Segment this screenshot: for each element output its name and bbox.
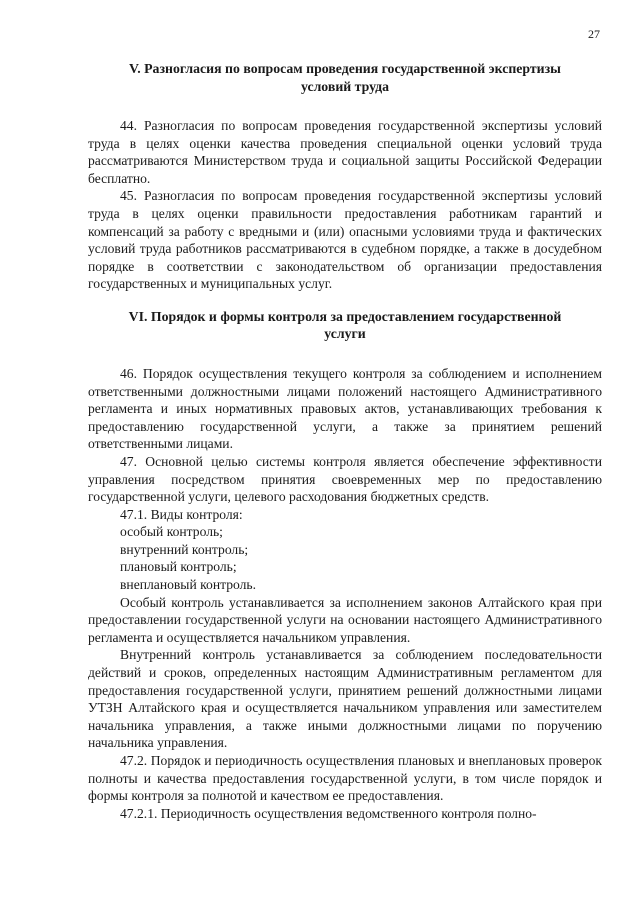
paragraph-45: 45. Разногласия по вопросам проведения государственной экспертизы условий труда в целях оценки правильности предоставления работникам гарантий и компенсаций за работу с вредными и (или) опасными условиями труда и фактических условий труда работников рассматриваются в судебном порядке, а также в досудебном порядке в соответствии с законодательством об организации предоставления государственных и муниципальных услуг. (88, 188, 602, 292)
paragraph-internal-control: Внутренний контроль устанавливается за соблюдением последовательности действий и сроков, определенных настоящим Административным регламентом для предоставления государственной услуги, принятием решений должностными лицами УТЗН Алтайского края и осуществляется начальником управления или заместителем начальника управления, а также иными должностными лицами по поручению начальника управления. (88, 647, 602, 751)
control-type-planned: плановый контроль; (120, 559, 237, 575)
control-type-special: особый контроль; (120, 524, 223, 540)
paragraph-47: 47. Основной целью системы контроля является обеспечение эффективности управления посредством принятия своевременных мер по предоставлению государственной услуги, целевого расходования бюджетных средств. (88, 453, 602, 505)
paragraph-46: 46. Порядок осуществления текущего контроля за соблюдением и исполнением ответственными должностными лицами положений настоящего Административного регламента и иных нормативных правовых актов, устанавливающих требования к предоставлению государственной услуги, а также за принятием решений ответственными лицами. (88, 365, 602, 452)
page-number: 27 (588, 27, 600, 41)
control-type-unplanned: внеплановый контроль. (120, 577, 257, 593)
paragraph-44: 44. Разногласия по вопросам проведения государственной экспертизы условий труда в целях оценки качества проведения специальной оценки условий труда рассматриваются Министерством труда и социальной защиты Российской Федерации бесплатно. (88, 118, 602, 186)
paragraph-47-2: 47.2. Порядок и периодичность осуществления плановых и внеплановых проверок полноты и качества предоставления государственной услуги, в том числе порядок и формы контроля за полнотой и качеством ее предоставления. (88, 753, 602, 804)
paragraph-47-2-1: 47.2.1. Периодичность осуществления ведомственного контроля полно- (120, 805, 537, 821)
control-type-internal: внутренний контроль; (120, 541, 249, 557)
paragraph-special-control: Особый контроль устанавливается за исполнением законов Алтайского края при предоставлении государственной услуги на основании настоящего Административного регламента и осуществляется начальником управления. (88, 594, 602, 645)
paragraph-47-1: 47.1. Виды контроля: (120, 506, 243, 522)
section-5-title: V. Разногласия по вопросам проведения государственной экспертизы условий труда (129, 61, 561, 94)
section-6-title: VI. Порядок и формы контроля за предоставлением государственной услуги (128, 308, 562, 342)
document-body (88, 60, 602, 822)
